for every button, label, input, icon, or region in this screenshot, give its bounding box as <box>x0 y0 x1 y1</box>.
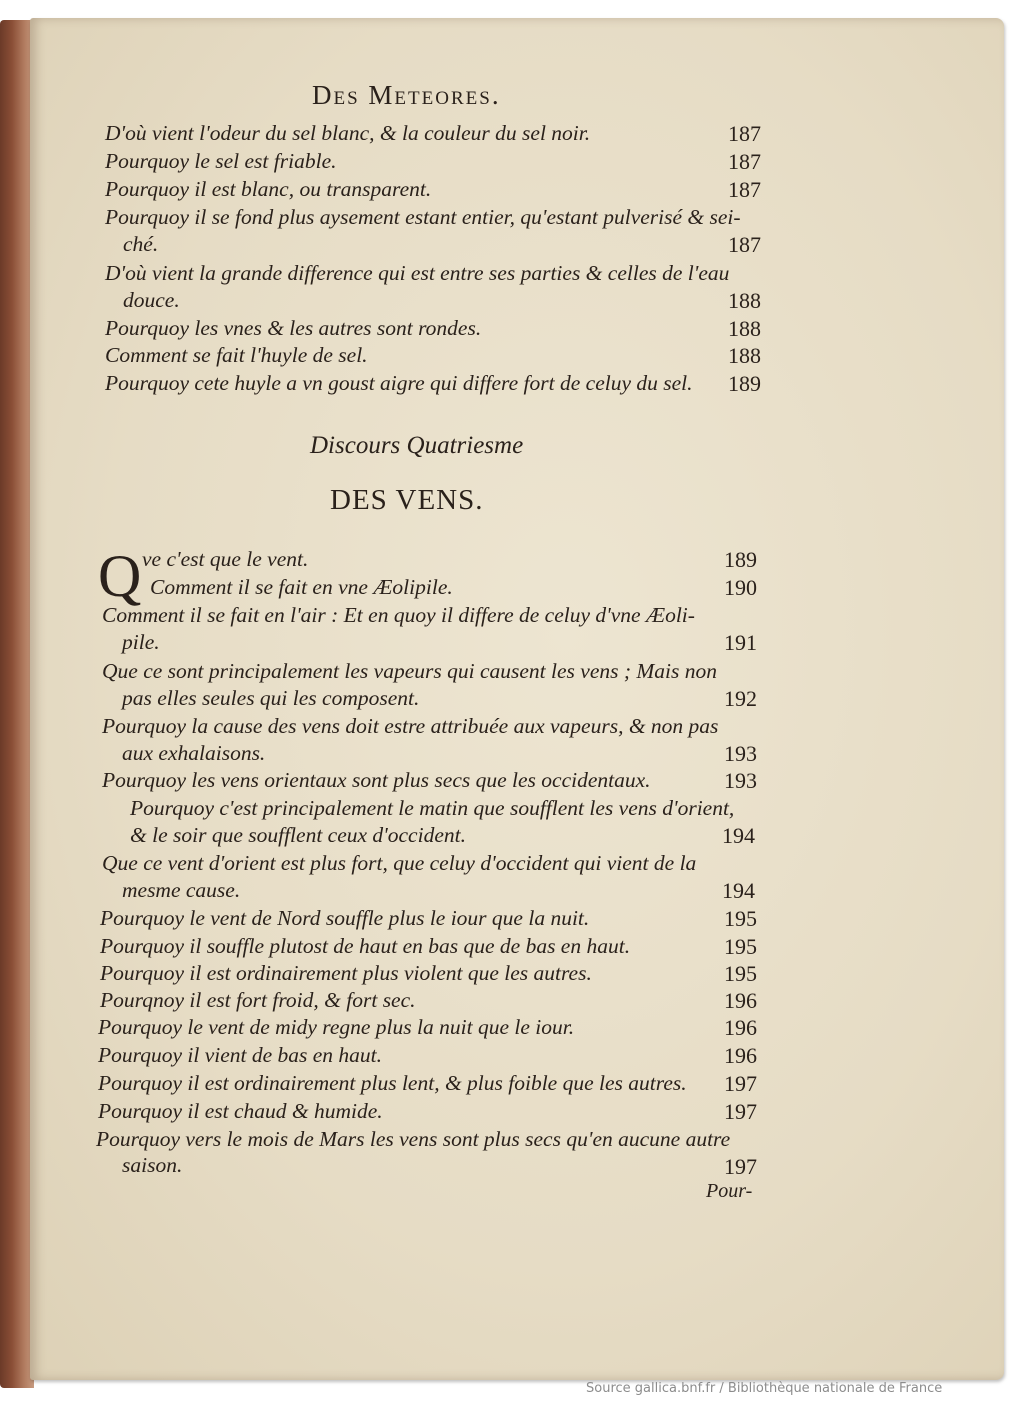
entry-text: D'où vient l'odeur du sel blanc, & la couleur du sel noir. <box>105 121 591 145</box>
entry-page: 195 <box>724 961 757 986</box>
index-entry <box>0 1042 1024 1069</box>
entry-text-continued: douce. <box>123 288 180 312</box>
entry-text: Que ce sont principalement les vapeurs qui causent les vens ; Mais non <box>102 659 718 683</box>
entry-text: Pourquoy le sel est friable. <box>105 149 337 173</box>
index-entry <box>0 713 1024 767</box>
entry-text: ve c'est que le vent. <box>142 547 309 571</box>
index-entry <box>0 960 1024 987</box>
entry-text-continued: pas elles seules qui les composent. <box>122 686 420 710</box>
entry-text: Pourquoy les vens orientaux sont plus secs que les occidentaux. <box>102 768 651 792</box>
entry-page: 195 <box>724 906 757 931</box>
section-subtitle: Discours Quatriesme <box>310 432 524 459</box>
index-entry <box>0 767 1024 794</box>
entry-text: Pourquoy c'est principalement le matin que soufflent les vens d'orient, <box>130 796 735 820</box>
index-entry <box>0 315 1024 342</box>
drop-cap: Q <box>98 543 142 609</box>
index-entry <box>0 342 1024 369</box>
entry-page: 187 <box>728 121 761 146</box>
entry-text: Pourquoy il est ordinairement plus lent, & plus foible que les autres. <box>98 1071 687 1095</box>
index-entry <box>0 658 1024 712</box>
index-entry <box>0 260 1024 314</box>
entry-text: Pourquoy il souffle plutost de haut en bas que de bas en haut. <box>100 934 631 958</box>
entry-page: 195 <box>724 934 757 959</box>
index-entry <box>0 370 1024 397</box>
entry-text: Pourquoy il se fond plus aysement estant entier, qu'estant pulverisé & sei- <box>105 205 741 229</box>
entry-page: 188 <box>728 316 761 341</box>
index-entry <box>0 204 1024 258</box>
entry-page: 197 <box>724 1071 757 1096</box>
entry-text: Pourquoy la cause des vens doit estre attribuée aux vapeurs, & non pas <box>102 714 719 738</box>
entry-page: 187 <box>728 232 761 257</box>
entry-text: Pourquoy vers le mois de Mars les vens sont plus secs qu'en aucune autre <box>96 1127 731 1151</box>
index-entry <box>0 176 1024 203</box>
entry-text-continued: & le soir que soufflent ceux d'occident. <box>130 823 466 847</box>
entry-text: Comment il se fait en l'air : Et en quoy il differe de celuy d'vne Æoli- <box>102 603 695 627</box>
index-entry <box>0 574 1024 601</box>
entry-page: 188 <box>728 288 761 313</box>
index-entry <box>0 850 1024 904</box>
entry-text: Pourquoy les vnes & les autres sont rondes. <box>105 316 482 340</box>
index-entry <box>0 602 1024 656</box>
entry-page: 194 <box>722 878 755 903</box>
entry-text-continued: mesme cause. <box>122 878 241 902</box>
entry-page: 193 <box>724 768 757 793</box>
entry-page: 190 <box>724 575 757 600</box>
entry-page: 196 <box>724 1043 757 1068</box>
index-entry <box>0 987 1024 1014</box>
entry-text: Pourquoy il est chaud & humide. <box>98 1099 383 1123</box>
section-title: DES VENS. <box>330 484 484 516</box>
entry-page: 197 <box>724 1099 757 1124</box>
entry-page: 189 <box>724 547 757 572</box>
entry-text: Que ce vent d'orient est plus fort, que celuy d'occident qui vient de la <box>102 851 697 875</box>
entry-page: 189 <box>728 371 761 396</box>
entry-text: Pourquoy le vent de midy regne plus la nuit que le iour. <box>98 1015 575 1039</box>
index-entry <box>0 148 1024 175</box>
entry-page: 188 <box>728 343 761 368</box>
entry-page: 196 <box>724 988 757 1013</box>
catchword: Pour- <box>706 1180 753 1202</box>
entry-page: 194 <box>722 823 755 848</box>
entry-text-continued: ché. <box>123 232 159 256</box>
source-credit: Source gallica.bnf.fr / Bibliothèque nationale de France <box>586 1381 943 1396</box>
entry-text-continued: aux exhalaisons. <box>122 741 266 765</box>
entry-text: Pourquoy il est blanc, ou transparent. <box>105 177 432 201</box>
entry-page: 196 <box>724 1015 757 1040</box>
entry-text-continued: pile. <box>122 630 160 654</box>
index-entry <box>0 120 1024 147</box>
entry-text: Comment il se fait en vne Æolipile. <box>150 575 453 599</box>
entry-text: Pourquoy il est ordinairement plus violent que les autres. <box>100 961 592 985</box>
index-entry <box>0 795 1024 849</box>
entry-text: Pourquoy le vent de Nord souffle plus le iour que la nuit. <box>100 906 590 930</box>
index-entry <box>0 905 1024 932</box>
entry-page: 187 <box>728 177 761 202</box>
index-entry <box>0 1014 1024 1041</box>
index-entry <box>0 1070 1024 1097</box>
index-entry <box>0 1126 1024 1180</box>
entry-text: Pourquoy cete huyle a vn goust aigre qui differe fort de celuy du sel. <box>105 371 693 395</box>
entry-text: Comment se fait l'huyle de sel. <box>105 343 368 367</box>
index-entry <box>0 1098 1024 1125</box>
running-head: Des Meteores. <box>312 80 501 110</box>
entry-page: 191 <box>724 630 757 655</box>
entry-text-continued: saison. <box>122 1153 183 1177</box>
entry-text: Pourqnoy il est fort froid, & fort sec. <box>100 988 416 1012</box>
entry-text: D'où vient la grande difference qui est entre ses parties & celles de l'eau <box>105 261 730 285</box>
entry-page: 193 <box>724 741 757 766</box>
entry-page: 187 <box>728 149 761 174</box>
index-entry <box>0 546 1024 573</box>
entry-page: 197 <box>724 1154 757 1179</box>
entry-text: Pourquoy il vient de bas en haut. <box>98 1043 383 1067</box>
entry-page: 192 <box>724 686 757 711</box>
index-entry <box>0 933 1024 960</box>
